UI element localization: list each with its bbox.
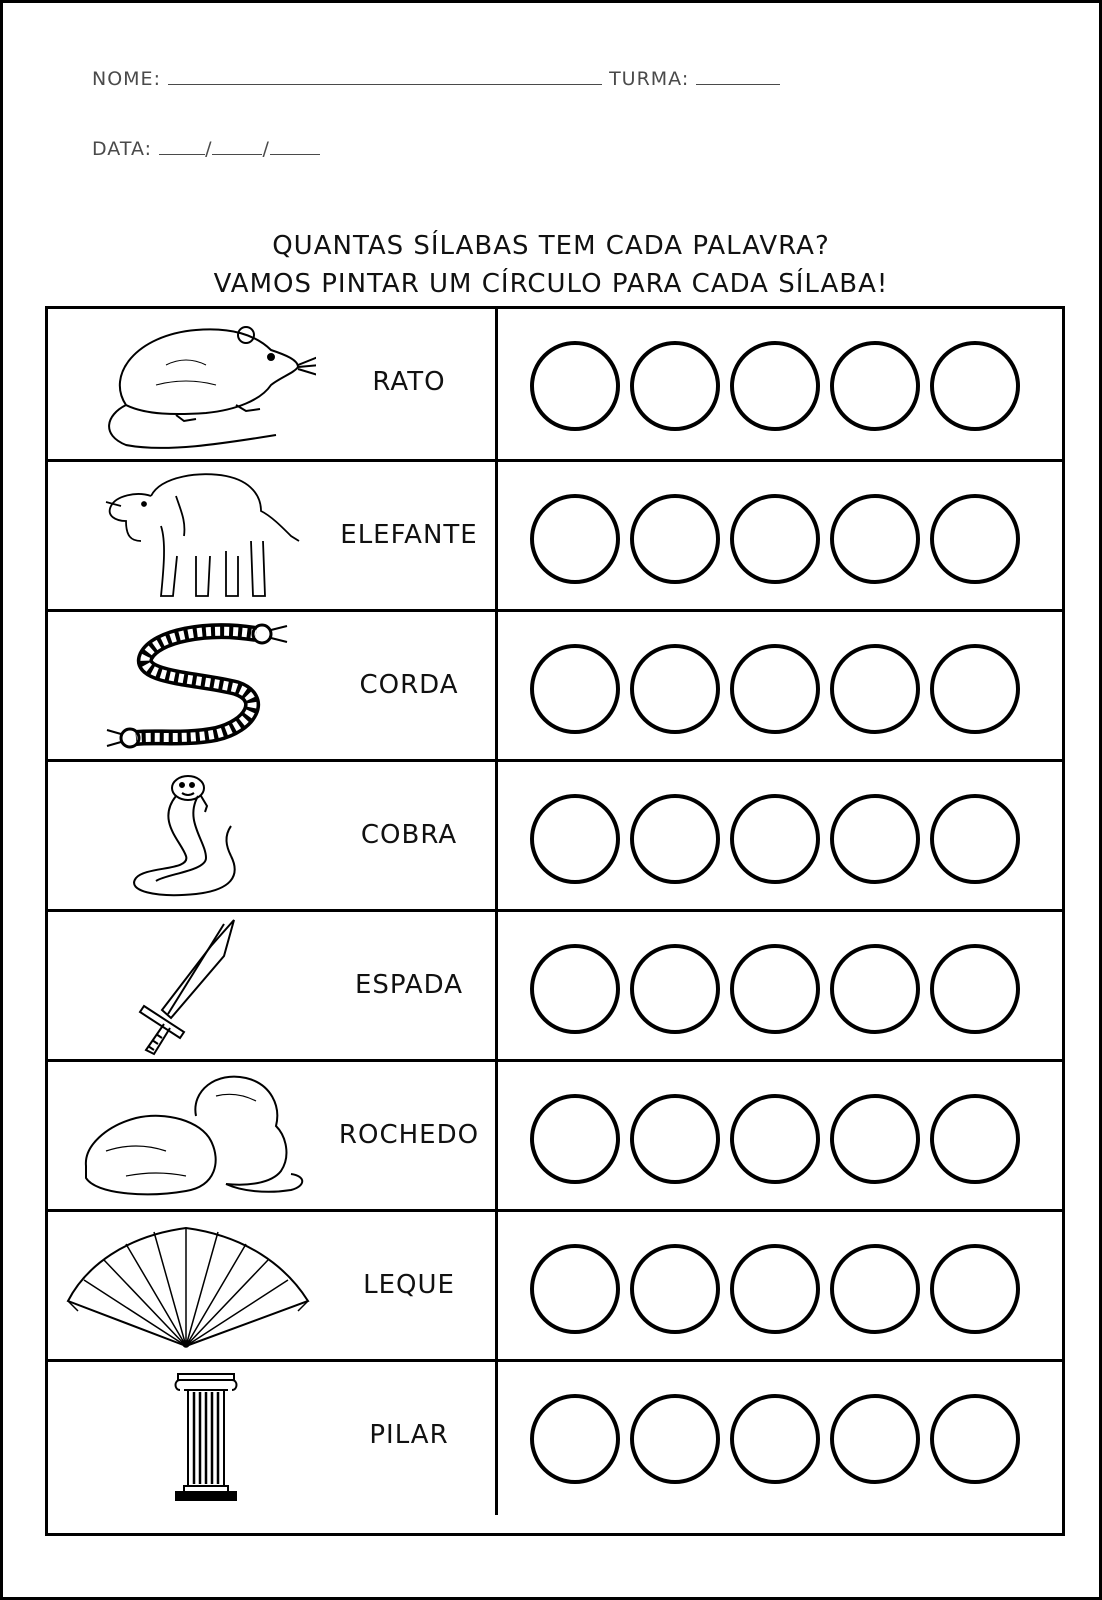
picture-cell xyxy=(48,912,492,1065)
syllable-circle[interactable] xyxy=(630,1394,720,1484)
picture-cell xyxy=(48,309,492,462)
syllable-circle[interactable] xyxy=(930,794,1020,884)
table-row xyxy=(48,759,1062,915)
syllable-circle[interactable] xyxy=(830,1094,920,1184)
syllable-circle[interactable] xyxy=(630,644,720,734)
name-line xyxy=(92,66,780,90)
syllable-circle[interactable] xyxy=(630,1244,720,1334)
syllable-circle[interactable] xyxy=(930,1394,1020,1484)
picture-cell xyxy=(48,1062,492,1215)
table-row xyxy=(48,309,1062,462)
date-separator: / xyxy=(262,138,270,160)
syllable-circle[interactable] xyxy=(530,494,620,584)
syllable-circle[interactable] xyxy=(730,944,820,1034)
syllable-circle[interactable] xyxy=(630,494,720,584)
syllable-circle[interactable] xyxy=(530,644,620,734)
syllable-circle[interactable] xyxy=(630,944,720,1034)
syllable-circle[interactable] xyxy=(730,1094,820,1184)
syllable-circle[interactable] xyxy=(930,944,1020,1034)
picture-cell xyxy=(48,1362,492,1515)
word-label: PILAR xyxy=(369,1420,449,1450)
snake-icon xyxy=(66,766,316,906)
rock-icon xyxy=(66,1066,316,1206)
picture-cell xyxy=(48,762,492,915)
syllable-circle[interactable] xyxy=(830,644,920,734)
syllable-circle[interactable] xyxy=(530,944,620,1034)
word-label: COBRA xyxy=(360,820,458,850)
circles-cell xyxy=(495,1362,1065,1515)
date-month-field[interactable] xyxy=(212,136,262,155)
date-separator: / xyxy=(205,138,213,160)
syllable-circle[interactable] xyxy=(930,1244,1020,1334)
syllable-circle[interactable] xyxy=(730,794,820,884)
syllable-circle[interactable] xyxy=(530,794,620,884)
syllable-circle[interactable] xyxy=(530,1244,620,1334)
circles-cell xyxy=(495,309,1065,462)
date-day-field[interactable] xyxy=(159,136,205,155)
rat-icon xyxy=(66,315,316,455)
syllable-circle[interactable] xyxy=(830,494,920,584)
circles-cell xyxy=(495,1062,1065,1215)
picture-cell xyxy=(48,462,492,615)
date-label: DATA: xyxy=(92,138,153,160)
syllable-circle[interactable] xyxy=(530,1094,620,1184)
circles-cell xyxy=(495,462,1065,615)
name-field[interactable] xyxy=(168,66,602,85)
word-label: ELEFANTE xyxy=(340,520,478,550)
syllable-circle[interactable] xyxy=(730,494,820,584)
syllable-circle[interactable] xyxy=(930,341,1020,431)
table-row xyxy=(48,609,1062,765)
syllable-circle[interactable] xyxy=(830,944,920,1034)
syllable-circle[interactable] xyxy=(830,1244,920,1334)
syllable-circle[interactable] xyxy=(830,1394,920,1484)
pillar-icon xyxy=(66,1366,316,1506)
circles-cell xyxy=(495,1212,1065,1365)
syllable-table xyxy=(45,306,1065,1536)
picture-cell xyxy=(48,1212,492,1365)
syllable-circle[interactable] xyxy=(930,1094,1020,1184)
syllable-circle[interactable] xyxy=(630,1094,720,1184)
rope-icon xyxy=(66,616,316,756)
elephant-icon xyxy=(66,466,316,606)
syllable-circle[interactable] xyxy=(830,794,920,884)
word-label: ROCHEDO xyxy=(338,1120,480,1150)
word-label: RATO xyxy=(372,367,446,397)
circles-cell xyxy=(495,762,1065,915)
syllable-circle[interactable] xyxy=(630,341,720,431)
word-label: CORDA xyxy=(359,670,459,700)
syllable-circle[interactable] xyxy=(530,341,620,431)
syllable-circle[interactable] xyxy=(730,644,820,734)
circles-cell xyxy=(495,612,1065,765)
syllable-circle[interactable] xyxy=(630,794,720,884)
sword-icon xyxy=(66,916,316,1056)
instruction-title: QUANTAS SÍLABAS TEM CADA PALAVRA? xyxy=(272,231,830,261)
class-label: TURMA: xyxy=(609,68,690,90)
table-row xyxy=(48,909,1062,1065)
syllable-circle[interactable] xyxy=(730,1394,820,1484)
syllable-circle[interactable] xyxy=(930,494,1020,584)
syllable-circle[interactable] xyxy=(830,341,920,431)
syllable-circle[interactable] xyxy=(730,1244,820,1334)
date-year-field[interactable] xyxy=(270,136,320,155)
class-field[interactable] xyxy=(696,66,780,85)
syllable-circle[interactable] xyxy=(930,644,1020,734)
circles-cell xyxy=(495,912,1065,1065)
word-label: LEQUE xyxy=(363,1270,455,1300)
table-row xyxy=(48,1059,1062,1215)
syllable-circle[interactable] xyxy=(730,341,820,431)
table-row xyxy=(48,1209,1062,1365)
fan-icon xyxy=(66,1216,316,1356)
syllable-circle[interactable] xyxy=(530,1394,620,1484)
name-label: NOME: xyxy=(92,68,161,90)
table-row xyxy=(48,1359,1062,1515)
picture-cell xyxy=(48,612,492,765)
instruction-subtitle: VAMOS PINTAR UM CÍRCULO PARA CADA SÍLABA! xyxy=(213,269,889,299)
date-line xyxy=(92,136,320,160)
table-row xyxy=(48,459,1062,615)
word-label: ESPADA xyxy=(354,970,464,1000)
